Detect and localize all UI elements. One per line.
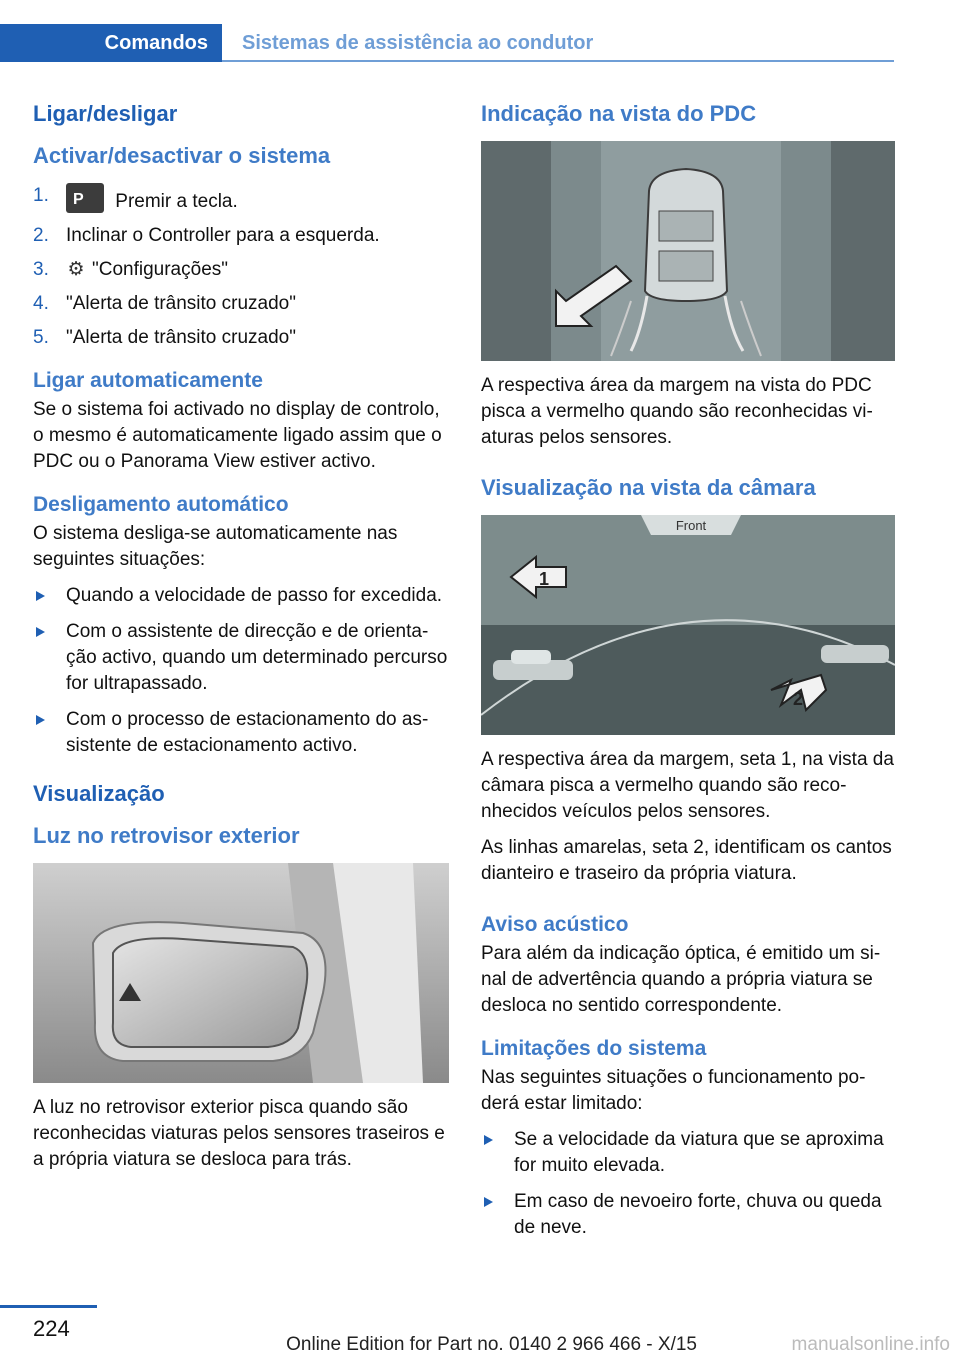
arrow-1-label: 1 [539, 569, 550, 589]
heading-limitacoes: Limitações do sistema [481, 1037, 707, 1060]
pdc-button-icon: P [66, 183, 104, 213]
camera-illustration [481, 515, 895, 735]
paragraph-camara-1: A respectiva área da margem, seta 1, na vista da câmara pisca a vermelho quando são reconhecidos veículos pelos sensores. [481, 749, 894, 822]
heading-aviso: Aviso acústico [481, 913, 629, 936]
steps-list [33, 183, 449, 351]
paragraph-ligar-auto: Se o sistema foi activado no display de controlo, o mesmo é automaticamente ligado assim que o PDC ou o Panorama View estiver activo. [33, 399, 442, 472]
list-item: Quando a velocidade de passo for excedida. [33, 583, 449, 609]
page-header [0, 0, 960, 64]
list-item [33, 257, 449, 283]
step-number: 3. [33, 259, 49, 280]
watermark: manualsonline.info [791, 1334, 950, 1355]
left-column [33, 95, 449, 1183]
heading-activar: Activar/desactivar o sistema [33, 143, 331, 168]
step-text: Premir a tecla. [110, 191, 238, 212]
page-number-rule [0, 1305, 97, 1308]
camera-image [481, 515, 895, 735]
heading-pdc: Indicação na vista do PDC [481, 101, 757, 126]
heading-ligar-auto: Ligar automaticamente [33, 369, 263, 392]
step-number: 2. [33, 225, 49, 246]
mirror-image [33, 863, 449, 1083]
edition-text: Online Edition for Part no. 0140 2 966 466 - X/15 [286, 1334, 697, 1355]
list-item [33, 183, 449, 215]
list-item: Em caso de nevoeiro forte, chuva ou queda de neve. [481, 1189, 895, 1241]
heading-ligar-desligar: Ligar/desligar [33, 101, 178, 126]
paragraph-aviso: Para além da indicação óptica, é emitido um sinal de advertência quando a própria viatura se desloca no sentido correspondente. [481, 943, 881, 1016]
step-text: "Configurações" [92, 259, 229, 280]
step-number: 4. [33, 293, 49, 314]
list-item: Se a velocidade da viatura que se aproxima for muito elevada. [481, 1127, 895, 1179]
arrow-2-label: 2 [793, 689, 804, 709]
step-number: 5. [33, 327, 49, 348]
heading-camara: Visualização na vista da câmara [481, 475, 816, 500]
list-item [33, 325, 449, 351]
paragraph-limitacoes: Nas seguintes situações o funcionamento poderá estar limitado: [481, 1067, 866, 1114]
section-title: Sistemas de assistência ao condutor [242, 32, 594, 54]
list-item [33, 291, 449, 317]
paragraph-pdc: A respectiva área da margem na vista do PDC pisca a vermelho quando são reconhecidas viaturas pelos sensores. [481, 375, 873, 448]
paragraph-camara-2: As linhas amarelas, seta 2, identificam os cantos dianteiro e traseiro da própria viatura. [481, 837, 892, 884]
gear-icon: ⚙ [67, 259, 85, 280]
pdc-illustration [481, 141, 895, 361]
mirror-illustration [33, 863, 449, 1083]
bullet-list [481, 1127, 895, 1241]
list-item: Com o assistente de direcção e de orientação activo, quando um determinado percurso for ultrapassado. [33, 619, 449, 697]
heading-luz-retrovisor: Luz no retrovisor exterior [33, 823, 300, 848]
bullet-list [33, 583, 449, 759]
pdc-image [481, 141, 895, 361]
right-column [481, 95, 895, 1251]
heading-desligamento: Desligamento automático [33, 493, 289, 516]
step-text: "Alerta de trânsito cruzado" [66, 327, 296, 348]
paragraph-desligamento: O sistema desliga-se automaticamente nas seguintes situações: [33, 523, 398, 570]
heading-visualizacao: Visualização [33, 781, 165, 806]
page-number: 224 [33, 1316, 70, 1341]
list-item [33, 223, 449, 249]
header-rule [222, 60, 894, 62]
list-item: Com o processo de estacionamento do assistente de estacionamento activo. [33, 707, 449, 759]
front-label: Front [675, 518, 707, 533]
step-number: 1. [33, 185, 49, 206]
chapter-tab: Comandos [0, 24, 222, 62]
step-text: "Alerta de trânsito cruzado" [66, 293, 296, 314]
step-text: Inclinar o Controller para a esquerda. [66, 225, 380, 246]
paragraph-luz: A luz no retrovisor exterior pisca quando são reconhecidas viaturas pelos sensores traseiros e a própria viatura se desloca para trás. [33, 1097, 445, 1170]
